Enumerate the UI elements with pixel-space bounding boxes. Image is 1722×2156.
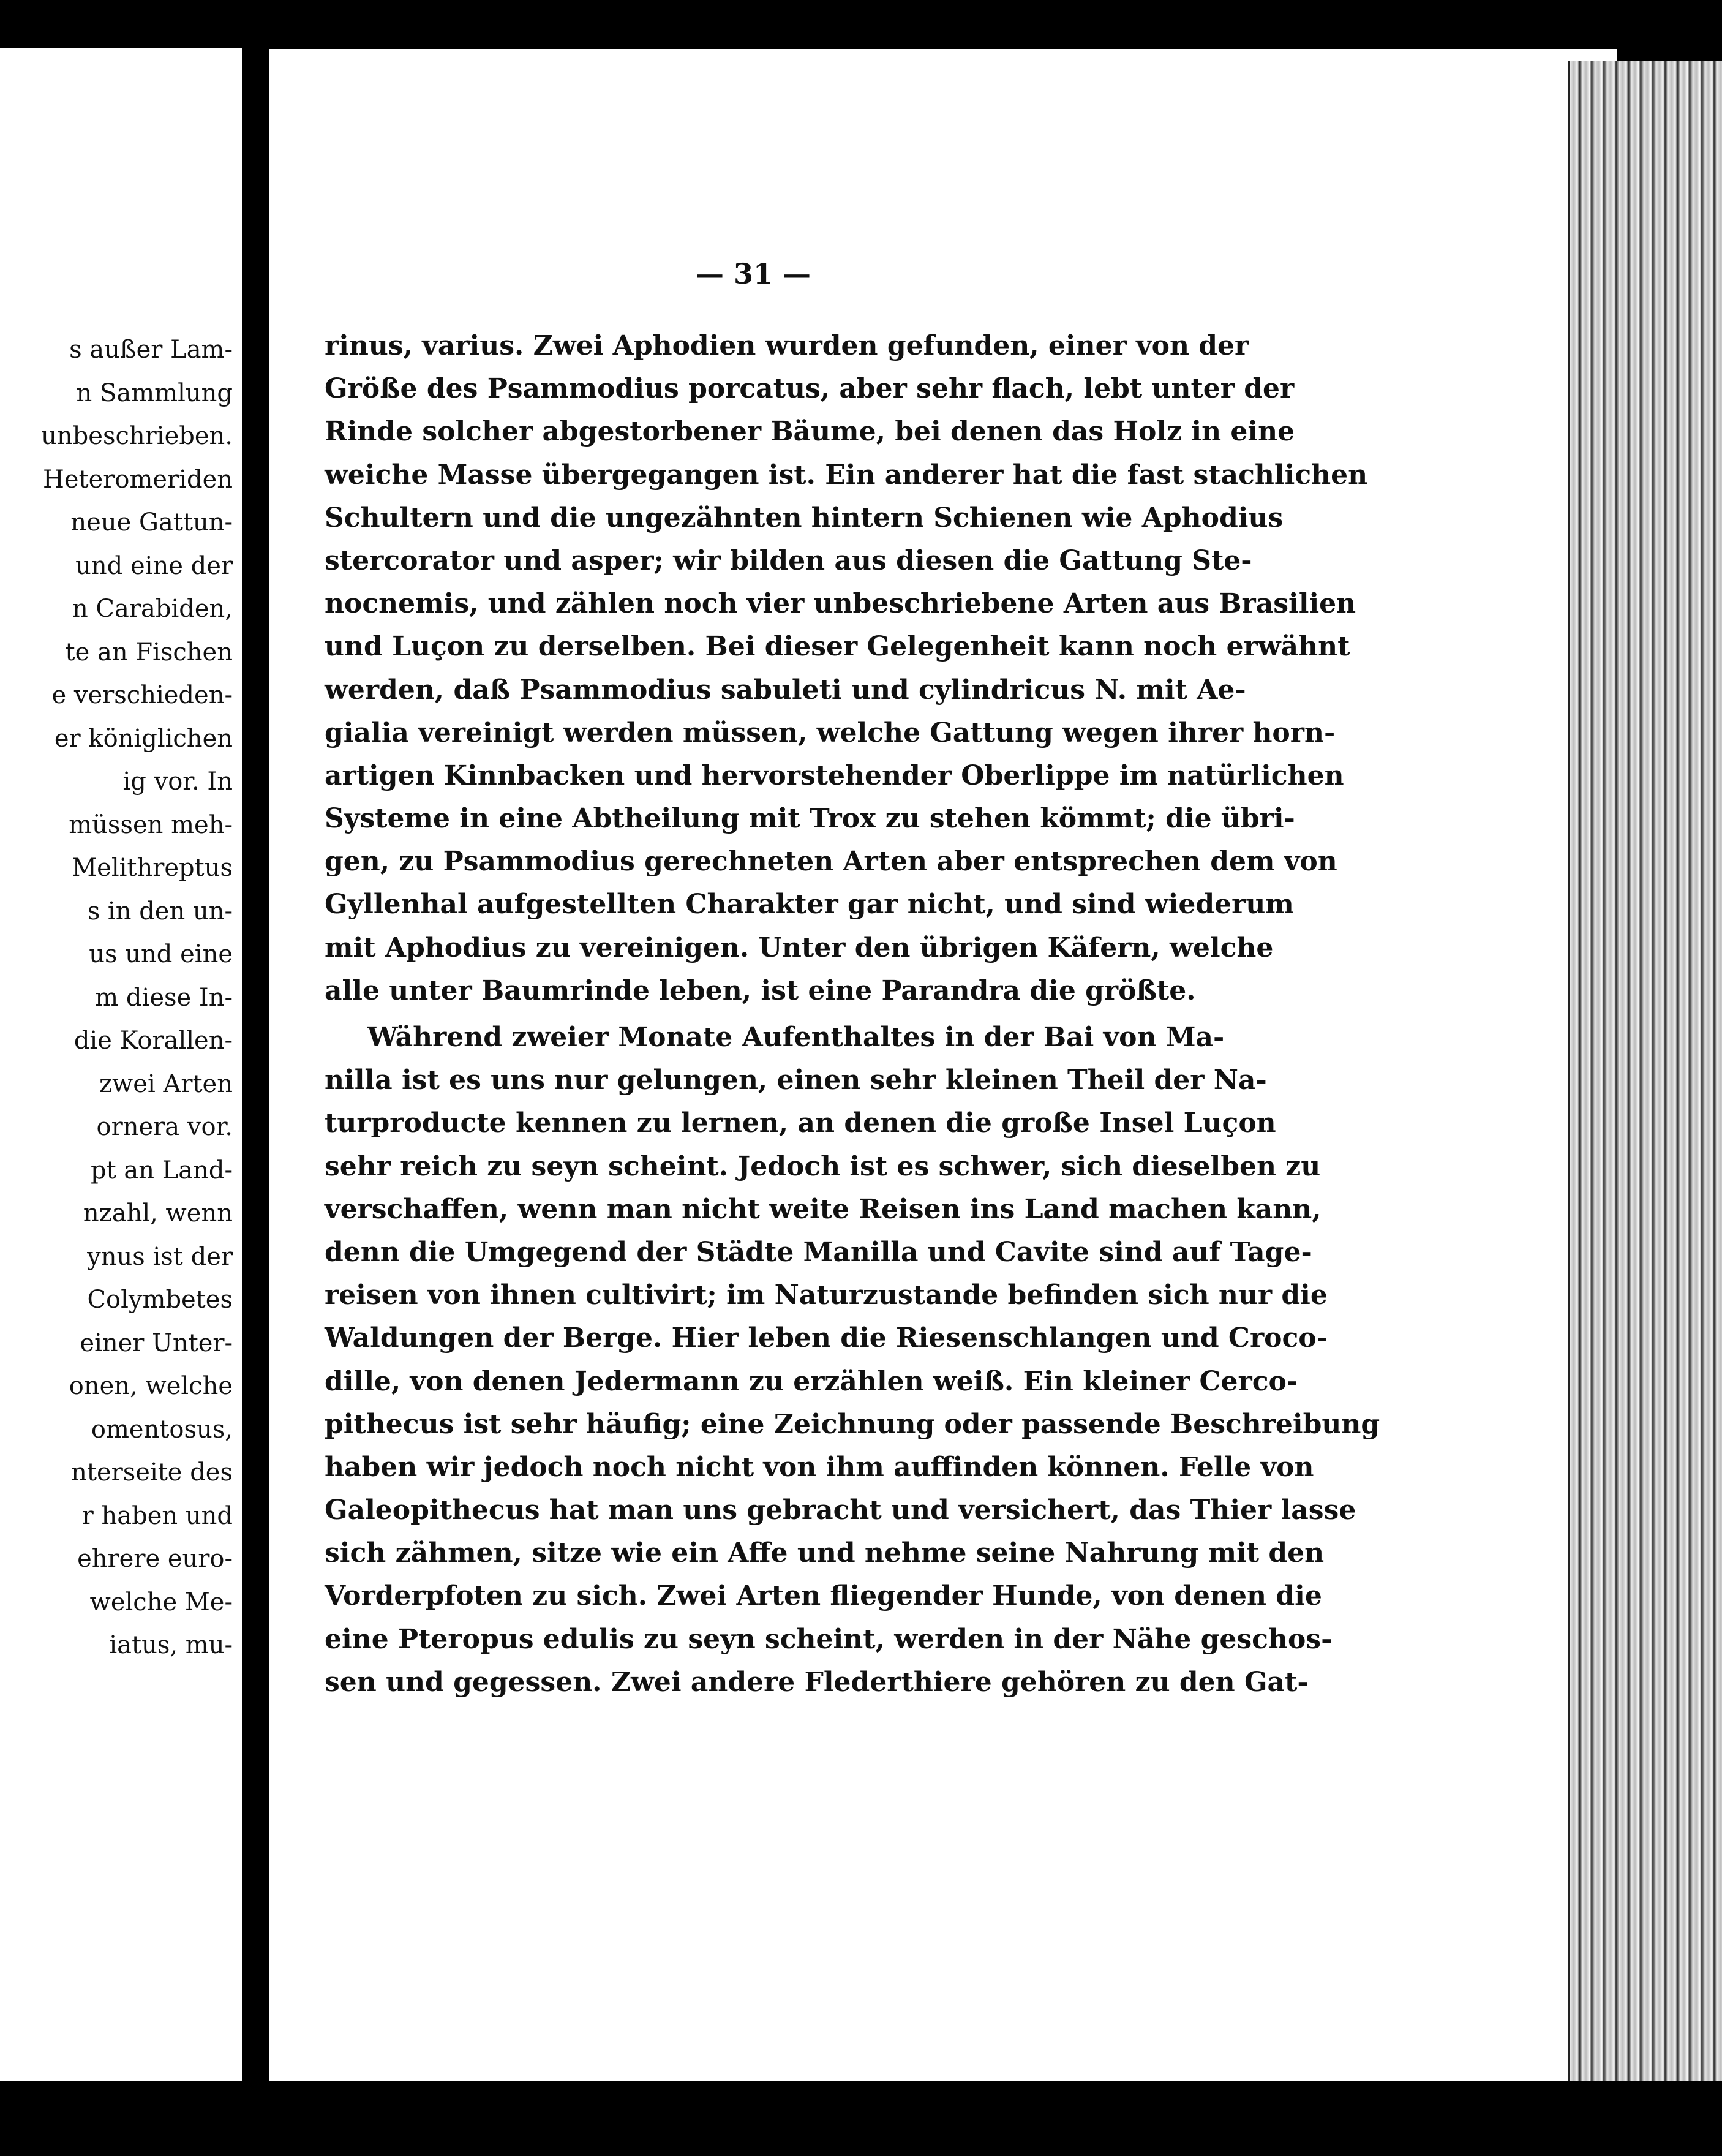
left-text-line: omentosus, bbox=[91, 1415, 233, 1444]
left-text-line: er königlichen bbox=[54, 724, 233, 753]
text-line: dille, von denen Jedermann zu erzählen weiß. Ein kleiner Cerco- bbox=[325, 1365, 1298, 1397]
text-line: sehr reich zu seyn scheint. Jedoch ist es schwer, sich dieselben zu bbox=[325, 1150, 1321, 1182]
left-text-line: zwei Arten bbox=[99, 1069, 233, 1098]
text-line: Waldungen der Berge. Hier leben die Riesenschlangen und Croco- bbox=[325, 1322, 1328, 1354]
text-line: Größe des Psammodius porcatus, aber sehr flach, lebt unter der bbox=[325, 373, 1295, 405]
page-number: — 31 — bbox=[695, 257, 811, 290]
left-text-line: ehrere euro- bbox=[77, 1545, 233, 1573]
left-page bbox=[0, 48, 246, 2081]
text-line: Schultern und die ungezähnten hintern Schienen wie Aphodius bbox=[325, 502, 1284, 533]
text-line: rinus, varius. Zwei Aphodien wurden gefunden, einer von der bbox=[325, 330, 1249, 361]
scan-border bbox=[0, 2081, 1722, 2156]
left-text-line: e verschieden- bbox=[51, 681, 233, 709]
left-page-text bbox=[0, 328, 233, 1667]
left-text-line: iatus, mu- bbox=[109, 1631, 233, 1659]
text-line: denn die Umgegend der Städte Manilla und Cavite sind auf Tage- bbox=[325, 1236, 1312, 1268]
page-edge bbox=[1568, 61, 1722, 2082]
text-line: und Luçon zu derselben. Bei dieser Gelegenheit kann noch erwähnt bbox=[325, 631, 1350, 663]
left-text-line: pt an Land- bbox=[90, 1156, 233, 1185]
text-line: sich zähmen, sitze wie ein Affe und nehme seine Nahrung mit den bbox=[325, 1537, 1325, 1569]
left-text-line: nzahl, wenn bbox=[83, 1199, 233, 1227]
left-text-line: müssen meh- bbox=[69, 810, 233, 839]
text-line: pithecus ist sehr häufig; eine Zeichnung oder passende Beschreibung bbox=[325, 1408, 1380, 1440]
left-text-line: n Sammlung bbox=[76, 379, 233, 407]
text-line: Galeopithecus hat man uns gebracht und versichert, das Thier lasse bbox=[325, 1494, 1356, 1526]
left-text-line: ig vor. In bbox=[122, 767, 233, 796]
left-text-line: ornera vor. bbox=[96, 1113, 233, 1141]
left-text-line: te an Fischen bbox=[65, 638, 233, 666]
left-text-line: welche Me- bbox=[89, 1588, 233, 1616]
text-line: Gyllenhal aufgestellten Charakter gar nicht, und sind wiederum bbox=[325, 889, 1294, 921]
text-line: Systeme in eine Abtheilung mit Trox zu stehen kömmt; die übri- bbox=[325, 803, 1295, 835]
text-line: verschaffen, wenn man nicht weite Reisen ins Land machen kann, bbox=[325, 1193, 1322, 1225]
left-text-line: Colymbetes bbox=[87, 1286, 233, 1314]
text-line: Während zweier Monate Aufenthaltes in der Bai von Ma- bbox=[367, 1022, 1225, 1053]
text-line: sen und gegessen. Zwei andere Flederthiere gehören zu den Gat- bbox=[325, 1666, 1309, 1698]
text-line: nilla ist es uns nur gelungen, einen sehr kleinen Theil der Na- bbox=[325, 1065, 1267, 1096]
text-line: reisen von ihnen cultivirt; im Naturzustande befinden sich nur die bbox=[325, 1280, 1328, 1311]
text-line: mit Aphodius zu vereinigen. Unter den übrigen Käfern, welche bbox=[325, 932, 1274, 963]
text-line: eine Pteropus edulis zu seyn scheint, werden in der Nähe geschos- bbox=[325, 1623, 1333, 1655]
text-line: Vorderpfoten zu sich. Zwei Arten fliegender Hunde, von denen die bbox=[325, 1580, 1322, 1612]
left-text-line: und eine der bbox=[75, 551, 233, 580]
text-line: werden, daß Psammodius sabuleti und cylindricus N. mit Ae- bbox=[325, 674, 1246, 706]
text-line: haben wir jedoch noch nicht von ihm auffinden können. Felle von bbox=[325, 1451, 1314, 1483]
left-text-line: n Carabiden, bbox=[72, 595, 233, 623]
left-text-line: Melithreptus bbox=[72, 854, 233, 882]
left-text-line: Heteromeriden bbox=[42, 465, 233, 494]
book-gutter bbox=[242, 37, 273, 2119]
text-line: Rinde solcher abgestorbener Bäume, bei denen das Holz in eine bbox=[325, 416, 1295, 448]
text-line: weiche Masse übergegangen ist. Ein anderer hat die fast stachlichen bbox=[325, 459, 1368, 491]
left-text-line: s außer Lam- bbox=[69, 336, 233, 364]
text-line: artigen Kinnbacken und hervorstehender Oberlippe im natürlichen bbox=[325, 760, 1344, 791]
left-text-line: ynus ist der bbox=[87, 1242, 233, 1271]
page-body bbox=[325, 325, 1380, 1704]
text-line: alle unter Baumrinde leben, ist eine Parandra die größte. bbox=[325, 974, 1196, 1006]
left-text-line: einer Unter- bbox=[80, 1329, 233, 1357]
text-line: nocnemis, und zählen noch vier unbeschriebene Arten aus Brasilien bbox=[325, 588, 1356, 620]
left-text-line: us und eine bbox=[89, 940, 233, 968]
text-line: gialia vereinigt werden müssen, welche Gattung wegen ihrer horn- bbox=[325, 717, 1336, 748]
left-text-line: onen, welche bbox=[69, 1372, 233, 1400]
left-text-line: m diese In- bbox=[95, 983, 233, 1012]
text-line: turproducte kennen zu lernen, an denen die große Insel Luçon bbox=[325, 1107, 1276, 1139]
left-text-line: die Korallen- bbox=[73, 1027, 233, 1055]
left-text-line: nterseite des bbox=[71, 1458, 233, 1487]
text-line: gen, zu Psammodius gerechneten Arten aber entsprechen dem von bbox=[325, 846, 1337, 878]
left-text-line: unbeschrieben. bbox=[41, 422, 233, 450]
text-line: stercorator und asper; wir bilden aus diesen die Gattung Ste- bbox=[325, 545, 1252, 576]
left-text-line: s in den un- bbox=[87, 897, 233, 925]
left-text-line: neue Gattun- bbox=[70, 508, 233, 537]
left-text-line: r haben und bbox=[81, 1501, 233, 1530]
